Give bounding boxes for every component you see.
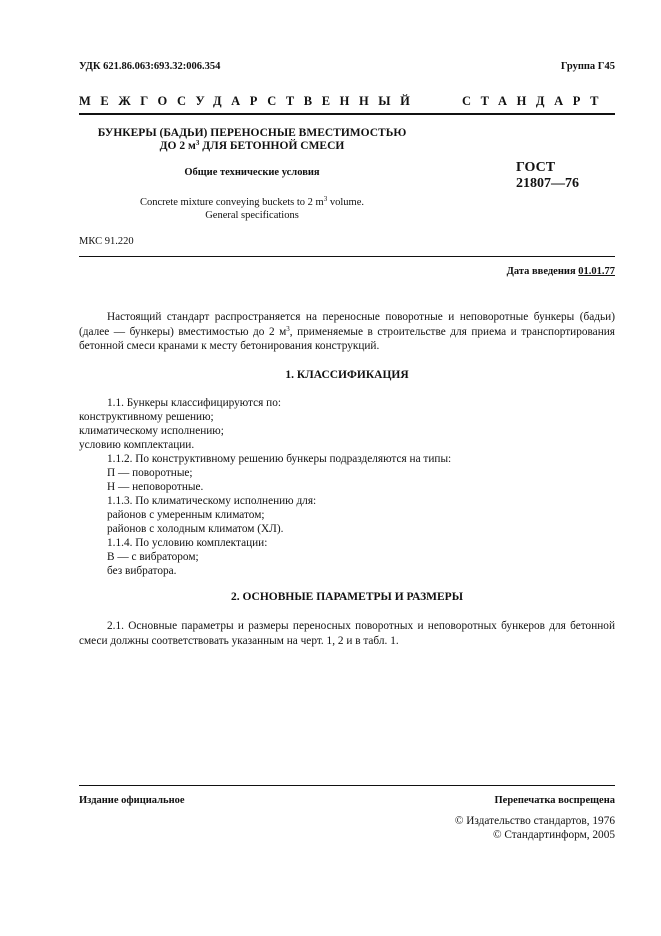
header-rule (79, 113, 615, 115)
gost-label: ГОСТ (516, 160, 556, 175)
udk-code: УДК 621.86.063:693.32:006.354 (79, 61, 221, 72)
classification-line: 1.1. Бункеры классифицируются по: (107, 397, 282, 409)
english-title-line-1: Concrete mixture conveying buckets to 2 $m^3$ volume. (140, 195, 364, 208)
standard-type-right: СТАНДАРТ (462, 94, 609, 108)
english-title-line-2: General specifications (205, 210, 299, 221)
mks-rule (79, 256, 615, 257)
classification-line: 1.1.4. По условию комплектации: (107, 537, 268, 549)
gost-block (516, 160, 579, 192)
classification-line: конструктивному решению; (79, 411, 214, 423)
official-edition: Издание официальное (79, 795, 185, 806)
intro-date (507, 266, 615, 277)
classification-line: районов с холодным климатом (ХЛ). (107, 523, 284, 535)
copyright-block (455, 814, 615, 842)
standard-type-left: МЕЖГОСУДАРСТВЕННЫЙ (79, 94, 420, 108)
reprint-notice: Перепечатка воспрещена (494, 795, 615, 806)
document-subtitle: Общие технические условия (184, 167, 320, 178)
classification-line: климатическому исполнению; (79, 425, 224, 437)
section-1-heading: 1. КЛАССИФИКАЦИЯ (285, 369, 409, 381)
title-line-1: БУНКЕРЫ (БАДЬИ) ПЕРЕНОСНЫЕ ВМЕСТИМОСТЬЮ (97, 127, 407, 139)
gost-number: 21807—76 (516, 176, 579, 191)
classification-line: П — поворотные; (107, 467, 193, 479)
title-line-2: ДО 2 $м^3$ ДЛЯ БЕТОННОЙ СМЕСИ (159, 139, 345, 152)
copyright-line-2: © Стандартинформ, 2005 (492, 829, 615, 841)
group-code: Группа Г45 (560, 61, 615, 72)
intro-paragraph: Настоящий стандарт распространяется на переносные поворотные и неповоротные бункеры (бадьи) (далее — бункеры) вместимостью до 2 $м^3$, применяемые в строительстве для приема и транспортирования бетонной смеси кранами к месту бетонирования конструкций. (79, 311, 615, 352)
footer-rule (79, 785, 615, 786)
intro-date-label: Дата введения (506, 266, 579, 277)
english-title (79, 196, 425, 222)
classification-line: В — с вибратором; (107, 551, 199, 563)
mks-code: МКС 91.220 (79, 236, 134, 247)
classification-line: районов с умеренным климатом; (107, 509, 265, 521)
intro-date-value: 01.01.77 (578, 266, 615, 277)
classification-line: Н — неповоротные. (107, 481, 204, 493)
copyright-line-1: © Издательство стандартов, 1976 (454, 815, 615, 827)
classification-line: 1.1.2. По конструктивному решению бункеры подразделяются на типы: (107, 453, 452, 465)
document-title (79, 127, 425, 153)
classification-line: без вибратора. (107, 565, 177, 577)
section-2-paragraph: 2.1. Основные параметры и размеры переносных поворотных и неповоротных бункеров для бетонной смеси должны соответствовать указанным на черт. 1, 2 и в табл. 1. (79, 620, 615, 647)
section-2-heading: 2. ОСНОВНЫЕ ПАРАМЕТРЫ И РАЗМЕРЫ (230, 591, 464, 603)
classification-line: условию комплектации. (79, 439, 195, 451)
classification-line: 1.1.3. По климатическому исполнению для: (107, 495, 317, 507)
